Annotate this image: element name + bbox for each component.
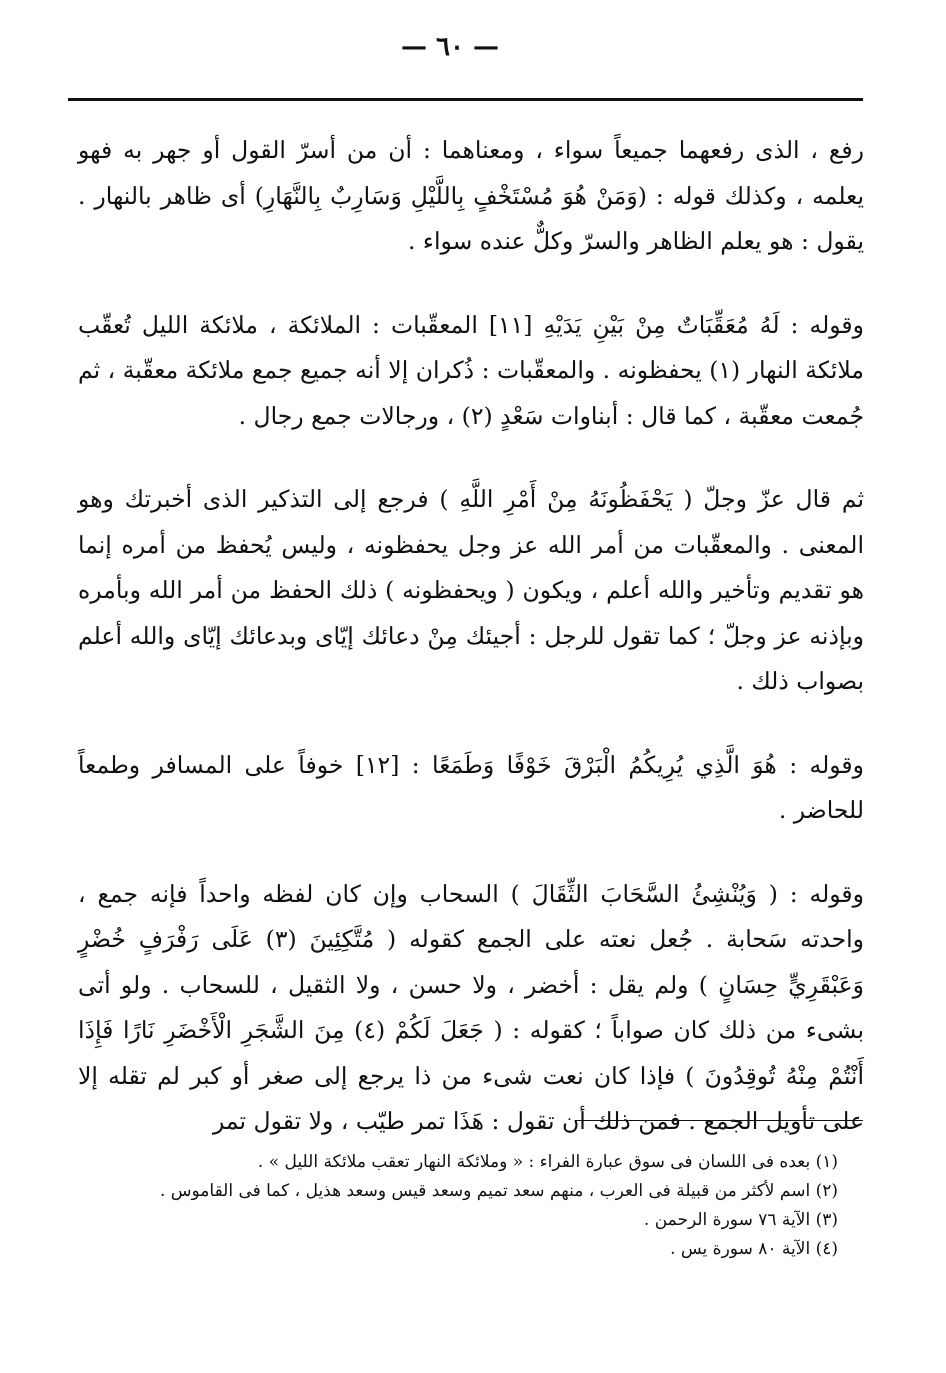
footnote-2: (٢) اسم لأكثر من قبيلة فى العرب ، منهم سعد تميم وسعد قيس وسعد هذيل ، كما فى القاموس . [159, 1181, 838, 1201]
footnotes [159, 1148, 838, 1264]
header-rule [68, 98, 863, 101]
footnote-1: (١) بعده فى اللسان فى سوق عبارة الفراء : « وملائكة النهار تعقب ملائكة الليل » . [257, 1152, 838, 1172]
footnote-3: (٣) الآية ٧٦ سورة الرحمن . [643, 1210, 838, 1230]
footnote-4: (٤) الآية ٨٠ سورة يس . [670, 1239, 838, 1259]
page-number: — ٦٠ — [400, 32, 500, 62]
paragraph: رفع ، الذى رفعهما جميعاً سواء ، ومعناهما : أن من أسرّ القول أو جهر به فهو يعلمه ، وكذلك قوله : (وَمَنْ هُوَ مُسْتَخْفٍ بِاللَّيْلِ وَسَارِبٌ بِالنَّهَارِ) أى ظاهر بالنهار . يقول : هو يعلم الظاهر والسرّ وكلٌّ عنده سواء . [78, 136, 864, 255]
paragraph: وقوله : هُوَ الَّذِي يُرِيكُمُ الْبَرْقَ خَوْفًا وَطَمَعًا : [١٢] خوفاً على المسافر وطمعاً للحاضر . [78, 750, 865, 824]
main-text [78, 128, 864, 1145]
paragraph: وقوله : ( وَيُنْشِئُ السَّحَابَ الثِّقَالَ ) السحاب وإن كان لفظه واحداً فإنه جمع ، واحدته سَحابة . جُعل نعته على الجمع كقوله ( مُتَّكِئِينَ (٣) عَلَى رَفْرَفٍ خُضْرٍ وَعَبْقَرِيٍّ حِسَانٍ ) ولم يقل : أخضر ، ولا حسن ، ولا الثقيل ، للسحاب . ولو أتى بشىء من ذلك كان صواباً ؛ كقوله : ( جَعَلَ لَكُمْ (٤) مِنَ الشَّجَرِ الْأَخْضَرِ نَارًا فَإِذَا أَنْتُمْ مِنْهُ تُوقِدُونَ ) فإذا كان نعت شىء من ذا يرجع إلى صغر أو كبر لم تقله إلا على تأويل الجمع . فمن ذلك أن تقول : هَذَا تمر طيّب ، ولا تقول تمر [78, 879, 864, 1135]
paragraph: ثم قال عزّ وجلّ ( يَحْفَظُونَهُ مِنْ أَمْرِ اللَّهِ ) فرجع إلى التذكير الذى أخبرتك وهو المعنى . والمعقّبات من أمر الله عز وجل يحفظونه ، وليس يُحفظ من أمره إنما هو تقديم وتأخير والله أعلم ، ويكون ( ويحفظونه ) ذلك الحفظ من أمر الله وبأمره وبإذنه عز وجلّ ؛ كما تقول للرجل : أجيئك مِنْ دعائك إيّاى وبدعائك إيّاى والله أعلم بصواب ذلك . [78, 485, 864, 695]
footnote-rule [575, 1120, 863, 1121]
paragraph: وقوله : لَهُ مُعَقِّبَاتٌ مِنْ بَيْنِ يَدَيْهِ [١١] المعقّبات : الملائكة ، ملائكة الليل تُعقّب ملائكة النهار (١) يحفظونه . والمعقّبات : ذُكران إلا أنه جميع جمع ملائكة معقّبة ، ثم جُمعت معقّبة ، كما قال : أبناوات سَعْدٍ (٢) ، ورجالات جمع رجال . [78, 310, 864, 430]
